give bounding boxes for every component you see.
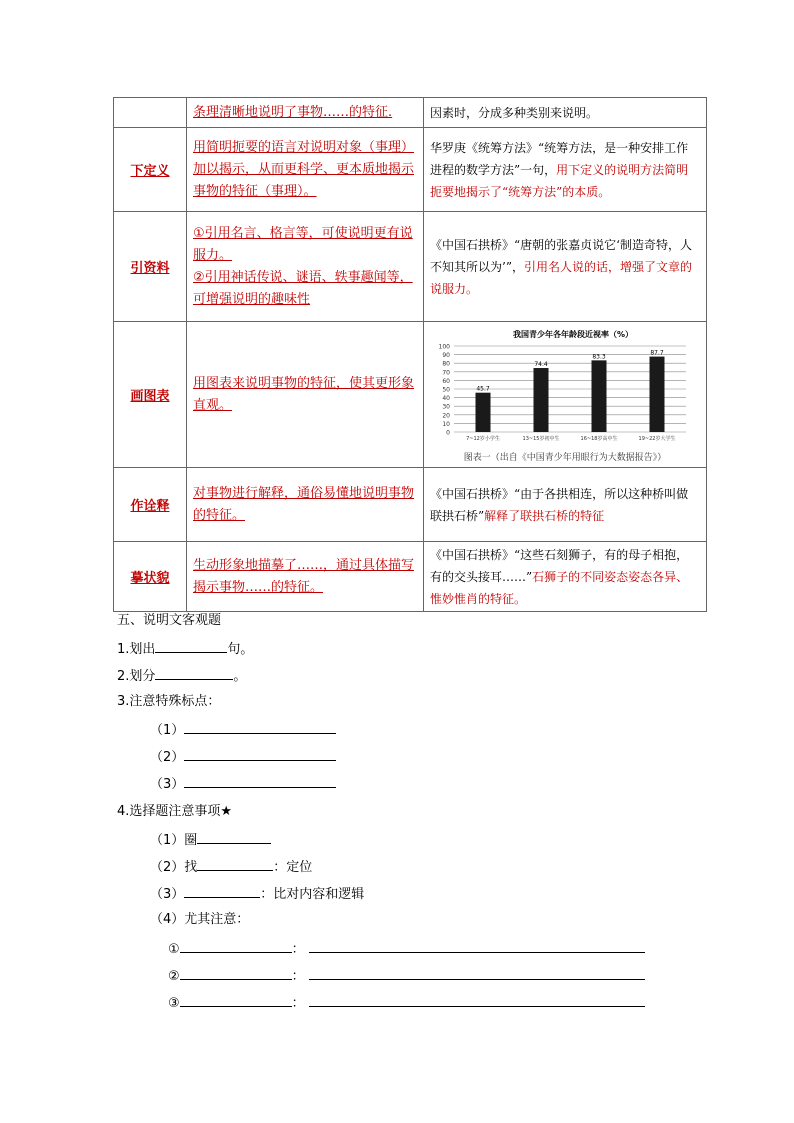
- myopia-chart: [430, 326, 700, 463]
- method-desc: 用图表来说明事物的特征，使其更形象直观。: [193, 375, 415, 413]
- y-tick-label: 20: [442, 412, 450, 420]
- chart-caption: 图表一（出自《中国青少年用眼行为大数据报告》）: [463, 453, 667, 463]
- table-row: [114, 322, 707, 468]
- q4-item: （2）找 ：定位: [150, 856, 312, 878]
- y-tick-label: 30: [442, 403, 450, 411]
- chart-title: 我国青少年各年龄段近视率（%）: [512, 330, 634, 339]
- method-term: 下定义: [130, 164, 170, 179]
- q4-item: （4）尤其注意：: [150, 912, 250, 927]
- term-cell: [114, 98, 187, 128]
- answer-blank[interactable]: [184, 773, 336, 788]
- answer-blank[interactable]: [155, 638, 227, 653]
- method-term: 作诠释: [130, 499, 170, 514]
- method-desc: 对事物进行解释，通俗易懂地说明事物的特征。: [193, 485, 415, 523]
- y-tick-label: 90: [442, 352, 450, 360]
- y-tick-label: 0: [446, 429, 450, 437]
- bar-value-label: 87.7: [650, 349, 664, 357]
- table-row: [114, 542, 707, 612]
- q3-item: （2）: [150, 746, 336, 768]
- table-row: [114, 128, 707, 212]
- y-tick-label: 100: [438, 343, 450, 351]
- question-1: 1.划出 句。: [117, 638, 253, 660]
- x-tick-label: 13~15岁初中生: [522, 436, 560, 442]
- answer-blank[interactable]: [309, 992, 645, 1007]
- q4-item: （3） ：比对内容和逻辑: [150, 883, 364, 905]
- y-tick-label: 80: [442, 360, 450, 368]
- method-desc: 用简明扼要的语言对说明对象（事理）加以揭示，从而更科学、更本质地揭示事物的特征（事理）。: [193, 139, 415, 199]
- bar: [650, 357, 665, 432]
- desc-cell: [187, 98, 424, 128]
- bar: [476, 393, 491, 432]
- answer-blank[interactable]: [180, 965, 292, 980]
- method-term: 摹状貌: [130, 571, 170, 586]
- answer-blank[interactable]: [180, 938, 292, 953]
- method-term: 引资料: [130, 261, 170, 276]
- bar-chart-svg: [430, 326, 696, 444]
- answer-blank[interactable]: [184, 719, 336, 734]
- method-example: 因素时，分成多种类别来说明。: [430, 105, 599, 120]
- x-tick-label: 16~18岁高中生: [580, 436, 618, 442]
- x-tick-label: 7~12岁小学生: [466, 436, 500, 442]
- y-tick-label: 50: [442, 386, 450, 394]
- answer-blank[interactable]: [184, 746, 336, 761]
- method-example: 《中国石拱桥》“唐朝的张嘉贞说它‘制造奇特，人不知其所以为’”，引用名人说的话，增强了文章的说服力。: [430, 237, 692, 296]
- bar: [592, 360, 607, 432]
- bar: [534, 368, 549, 432]
- question-4: 4.选择题注意事项★: [117, 804, 233, 819]
- q3-item: （3）: [150, 773, 336, 795]
- method-desc: 生动形象地描摹了……，通过具体描写揭示事物……的特征。: [193, 557, 415, 595]
- method-example: 《中国石拱桥》“由于各拱相连，所以这种桥叫做联拱石桥”解释了联拱石桥的特征: [430, 486, 689, 523]
- y-tick-label: 60: [442, 377, 450, 385]
- q4-4-item: ③ ：: [168, 992, 645, 1014]
- y-tick-label: 70: [442, 369, 450, 377]
- bar-value-label: 45.7: [476, 385, 490, 393]
- example-cell: [424, 98, 707, 128]
- method-term: 画图表: [130, 389, 170, 404]
- method-desc: ①引用名言、格言等，可使说明更有说服力。 ②引用神话传说、谜语、轶事趣闻等，可增强说明的趣味性: [193, 225, 413, 307]
- question-2: 2.划分 。: [117, 665, 246, 687]
- method-example: 华罗庚《统筹方法》“统筹方法，是一种安排工作进程的数学方法”一句，用下定义的说明方法简明扼要地揭示了“统筹方法”的本质。: [430, 140, 689, 199]
- answer-blank[interactable]: [309, 938, 645, 953]
- method-example: 《中国石拱桥》“这些石刻狮子，有的母子相抱，有的交头接耳……”石狮子的不同姿态姿态各异、惟妙惟肖的特征。: [430, 547, 689, 606]
- bar-value-label: 83.3: [592, 353, 606, 361]
- answer-blank[interactable]: [180, 992, 292, 1007]
- method-desc: 条理清晰地说明了事物……的特征.: [193, 104, 393, 120]
- q4-item: （1）圈: [150, 829, 271, 851]
- answer-blank[interactable]: [197, 856, 273, 871]
- question-3: 3.注意特殊标点：: [117, 694, 221, 709]
- answer-blank[interactable]: [155, 665, 233, 680]
- table-row: [114, 212, 707, 322]
- y-tick-label: 10: [442, 420, 450, 428]
- answer-blank[interactable]: [197, 829, 271, 844]
- q3-item: （1）: [150, 719, 336, 741]
- explanation-methods-table: [113, 97, 707, 612]
- y-tick-label: 40: [442, 395, 450, 403]
- section-heading: 五、说明文客观题: [117, 613, 222, 628]
- answer-blank[interactable]: [184, 883, 260, 898]
- answer-blank[interactable]: [309, 965, 645, 980]
- q4-4-item: ① ：: [168, 938, 645, 960]
- bar-value-label: 74.4: [534, 361, 548, 369]
- q4-4-item: ② ：: [168, 965, 645, 987]
- table-row: [114, 468, 707, 542]
- x-tick-label: 19~22岁大学生: [638, 436, 676, 442]
- table-row: [114, 98, 707, 128]
